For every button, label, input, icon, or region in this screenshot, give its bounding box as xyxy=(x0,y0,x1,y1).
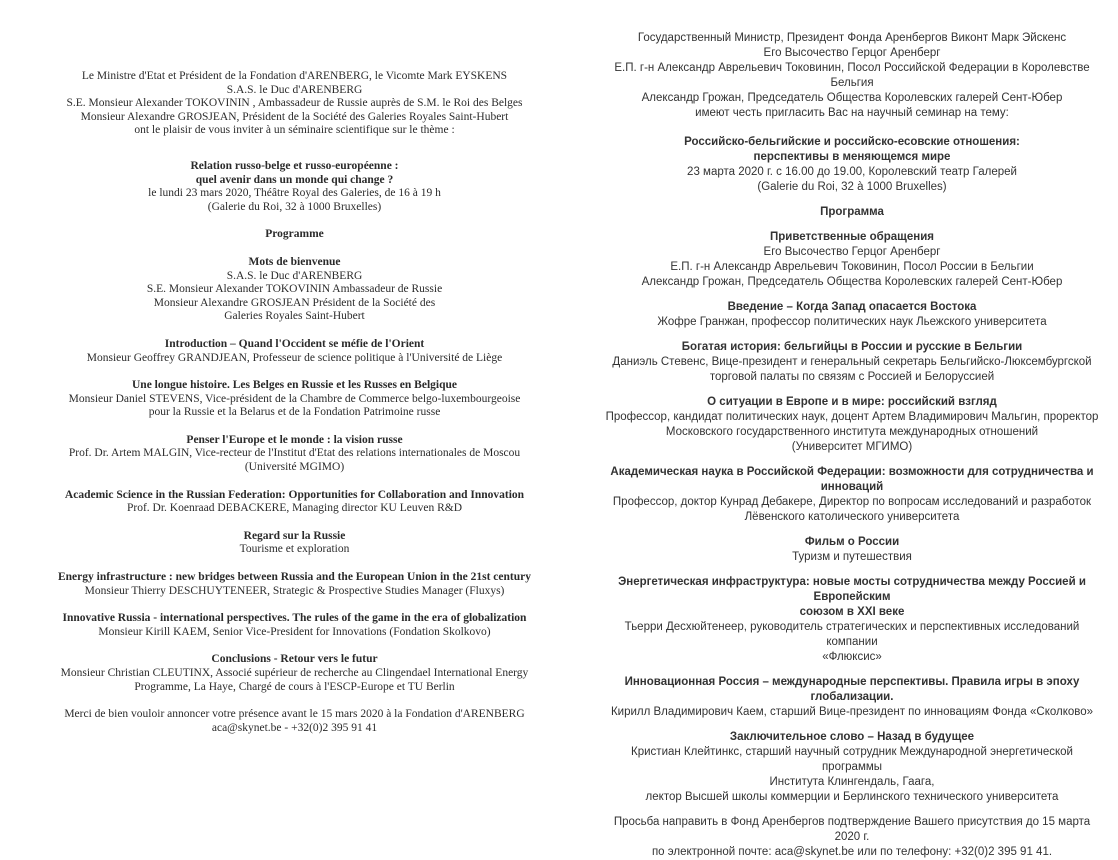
text-line: «Флюксис» xyxy=(822,651,882,663)
text-block xyxy=(602,340,1102,385)
text-line: Galeries Royales Saint-Hubert xyxy=(224,310,365,323)
text-line: Лёвенского католического университета xyxy=(744,511,960,523)
heading-line: Mots de bienvenue xyxy=(248,255,341,268)
text-line: Его Высочество Герцог Аренберг xyxy=(763,47,941,59)
text-line: Туризм и путешествия xyxy=(792,551,912,563)
heading-line: Relation russo-belge et russo-européenne : xyxy=(190,159,399,172)
heading-line: Une longue histoire. Les Belges en Russie et les Russes en Belgique xyxy=(132,379,457,392)
heading-line: Инновационная Россия – международные перспективы. Правила игры в эпоху глобализации. xyxy=(624,676,1080,703)
text-line: Александр Грожан, Председатель Общества Королевских галерей Сент-Юбер xyxy=(641,276,1063,288)
text-line: Monsieur Geoffrey GRANDJEAN, Professeur de science politique à l'Université de Liège xyxy=(86,351,503,364)
heading-line: инноваций xyxy=(820,481,884,493)
text-line: по электронной почте: aca@skynet.be или по телефону: +32(0)2 395 91 41. xyxy=(651,846,1053,858)
text-line: (Университет МГИМО) xyxy=(791,441,913,453)
text-line: Monsieur Christian CLEUTINX, Associé supérieur de recherche au Clingendael International Energy xyxy=(60,667,529,679)
text-block xyxy=(46,160,543,214)
heading-line: Введение – Когда Запад опасается Востока xyxy=(727,301,977,313)
text-line: le lundi 23 mars 2020, Théâtre Royal des Galeries, de 16 à 19 h xyxy=(148,187,441,200)
text-block xyxy=(46,338,543,365)
heading-line: Innovative Russia - international perspectives. The rules of the game in the era of globalization xyxy=(62,612,527,625)
text-block xyxy=(602,205,1102,220)
text-line: Профессор, доктор Кунрад Дебакере, Директор по вопросам исследований и разработок xyxy=(612,496,1092,508)
heading-line: Приветственные обращения xyxy=(769,231,935,243)
text-block xyxy=(602,815,1102,860)
heading-line: О ситуации в Европе и в мире: российский взгляд xyxy=(707,396,997,408)
text-line: Monsieur Thierry DESCHUYTENEER, Strategic & Prospective Studies Manager (Fluxys) xyxy=(84,584,505,597)
text-block xyxy=(46,530,543,557)
heading-line: Introduction – Quand l'Occident se méfie de l'Orient xyxy=(164,337,425,350)
text-line: (Galerie du Roi, 32 à 1000 Bruxelles) xyxy=(207,200,382,213)
heading-line: Академическая наука в Российской Федерации: возможности для сотрудничества и xyxy=(610,466,1094,478)
text-line: Е.П. г-н Александр Аврельевич Токовинин, Посол России в Бельгии xyxy=(670,261,1034,273)
text-line: S.E. Monsieur Alexander TOKOVININ , Ambassadeur de Russie auprès de S.M. le Roi des Belges xyxy=(66,97,523,110)
text-line: Е.П. г-н Александр Аврельевич Токовинин, Посол Российской Федерации в Королевстве Бельгия xyxy=(614,62,1090,89)
text-line: Тьерри Десхюйтенеер, руководитель стратегических и перспективных исследований компании xyxy=(624,621,1080,648)
heading-line: Российско-бельгийские и российско-есовские отношения: xyxy=(684,136,1020,148)
heading-line: Programme xyxy=(265,228,324,241)
text-block xyxy=(46,256,543,324)
text-line: Monsieur Alexandre GROSJEAN Président de la Société des xyxy=(153,296,436,309)
text-line: Жофре Гранжан, профессор политических наук Льежского университета xyxy=(657,316,1047,328)
text-line: Александр Грожан, Председатель Общества Королевских галерей Сент-Юбер xyxy=(641,92,1063,104)
text-block xyxy=(602,675,1102,720)
text-line: Programme, La Haye, Chargé de cours à l'ESCP-Europe et TU Berlin xyxy=(134,680,455,693)
text-line: Prof. Dr. Koenraad DEBACKERE, Managing director KU Leuven R&D xyxy=(126,502,463,515)
text-line: Merci de bien vouloir annoncer votre présence avant le 15 mars 2020 à la Fondation d'ARENBERG xyxy=(64,708,525,721)
text-line: Профессор, кандидат политических наук, доцент Артем Владимирович Мальгин, проректор xyxy=(605,411,1099,423)
text-line: S.E. Monsieur Alexander TOKOVININ Ambassadeur de Russie xyxy=(146,283,443,296)
heading-line: Заключительное слово – Назад в будущее xyxy=(729,731,975,743)
text-block xyxy=(46,489,543,516)
heading-line: Conclusions - Retour vers le futur xyxy=(211,653,378,666)
text-block xyxy=(46,653,543,694)
text-block xyxy=(602,300,1102,330)
text-line: 23 марта 2020 г. с 16.00 до 19.00, Королевский театр Галерей xyxy=(687,166,1017,178)
heading-line: Regard sur la Russie xyxy=(243,529,346,542)
heading-line: Penser l'Europe et le monde : la vision russe xyxy=(186,433,403,446)
text-line: aca@skynet.be - +32(0)2 395 91 41 xyxy=(211,721,378,734)
right-page xyxy=(559,0,1118,858)
text-line: ont le plaisir de vous inviter à un séminaire scientifique sur le thème : xyxy=(134,124,455,137)
text-line: S.A.S. le Duc d'ARENBERG xyxy=(226,83,363,96)
text-line: Его Высочество Герцог Аренберг xyxy=(763,246,941,258)
text-block xyxy=(602,535,1102,565)
text-block xyxy=(602,135,1102,195)
text-line: Государственный Министр, Президент Фонда Аренбергов Виконт Марк Эйскенс xyxy=(637,32,1067,44)
left-page xyxy=(0,0,559,790)
text-line: Просьба направить в Фонд Аренбергов подтверждение Вашего присутствия до 15 марта 2020 г. xyxy=(613,816,1091,843)
text-line: Кристиан Клейтинкс, старший научный сотрудник Международной энергетической программы xyxy=(631,746,1073,773)
text-line: имеют честь пригласить Вас на научный семинар на тему: xyxy=(695,107,1009,119)
heading-line: Энергетическая инфраструктура: новые мосты сотрудничества между Россией и Европейским xyxy=(618,576,1086,603)
text-line: Monsieur Alexandre GROSJEAN, Président de la Société des Galeries Royales Saint-Hubert xyxy=(80,110,509,123)
heading-line: Фильм о России xyxy=(804,536,900,548)
text-line: Даниэль Стевенс, Вице-президент и генеральный секретарь Бельгийско-Люксембургской xyxy=(612,356,1092,368)
heading-line: Academic Science in the Russian Federation: Opportunities for Collaboration and Innovation xyxy=(64,488,525,501)
text-block xyxy=(46,612,543,639)
text-line: (Galerie du Roi, 32 à 1000 Bruxelles) xyxy=(757,181,947,193)
heading-line: Energy infrastructure : new bridges between Russia and the European Union in the 21st century xyxy=(57,571,531,584)
heading-line: перспективы в меняющемся мире xyxy=(753,151,951,163)
heading-line: Программа xyxy=(820,206,884,218)
text-line: лектор Высшей школы коммерции и Берлинского технического университета xyxy=(645,791,1059,803)
text-block xyxy=(602,230,1102,290)
heading-line: союзом в XXI веке xyxy=(799,606,905,618)
text-line: Le Ministre d'Etat et Président de la Fondation d'ARENBERG, le Vicomte Mark EYSKENS xyxy=(81,70,508,82)
text-block xyxy=(602,31,1102,121)
text-line: Кирилл Владимирович Каем, старший Вице-президент по инновациям Фонда «Сколково» xyxy=(610,706,1094,718)
text-block xyxy=(46,571,543,598)
heading-line: Богатая история: бельгийцы в России и русские в Бельгии xyxy=(681,341,1023,353)
heading-line: quel avenir dans un monde qui change ? xyxy=(195,173,394,186)
text-block xyxy=(46,228,543,242)
text-block xyxy=(602,465,1102,525)
text-line: Tourisme et exploration xyxy=(239,543,350,556)
text-block xyxy=(602,575,1102,665)
text-line: Prof. Dr. Artem MALGIN, Vice-recteur de l'Institut d'Etat des relations internationales de Moscou xyxy=(68,447,521,460)
text-block xyxy=(602,395,1102,455)
text-line: Института Клингендаль, Гаага, xyxy=(769,776,935,788)
text-line: торговой палаты по связям с Россией и Белоруссией xyxy=(709,371,995,383)
text-line: Московского государственного института международных отношений xyxy=(665,426,1039,438)
text-line: Monsieur Daniel STEVENS, Vice-président de la Chambre de Commerce belgo-luxembourgeoise xyxy=(68,392,521,405)
text-line: Monsieur Kirill KAEM, Senior Vice-President for Innovations (Fondation Skolkovo) xyxy=(98,625,491,638)
text-line: (Université MGIMO) xyxy=(244,461,345,474)
text-line: pour la Russie et la Belarus et de la Fondation Patrimoine russe xyxy=(148,406,441,419)
text-block xyxy=(46,70,543,138)
text-block xyxy=(602,730,1102,805)
text-block xyxy=(46,708,543,735)
text-block xyxy=(46,379,543,420)
text-block xyxy=(46,434,543,475)
text-line: S.A.S. le Duc d'ARENBERG xyxy=(226,269,363,282)
